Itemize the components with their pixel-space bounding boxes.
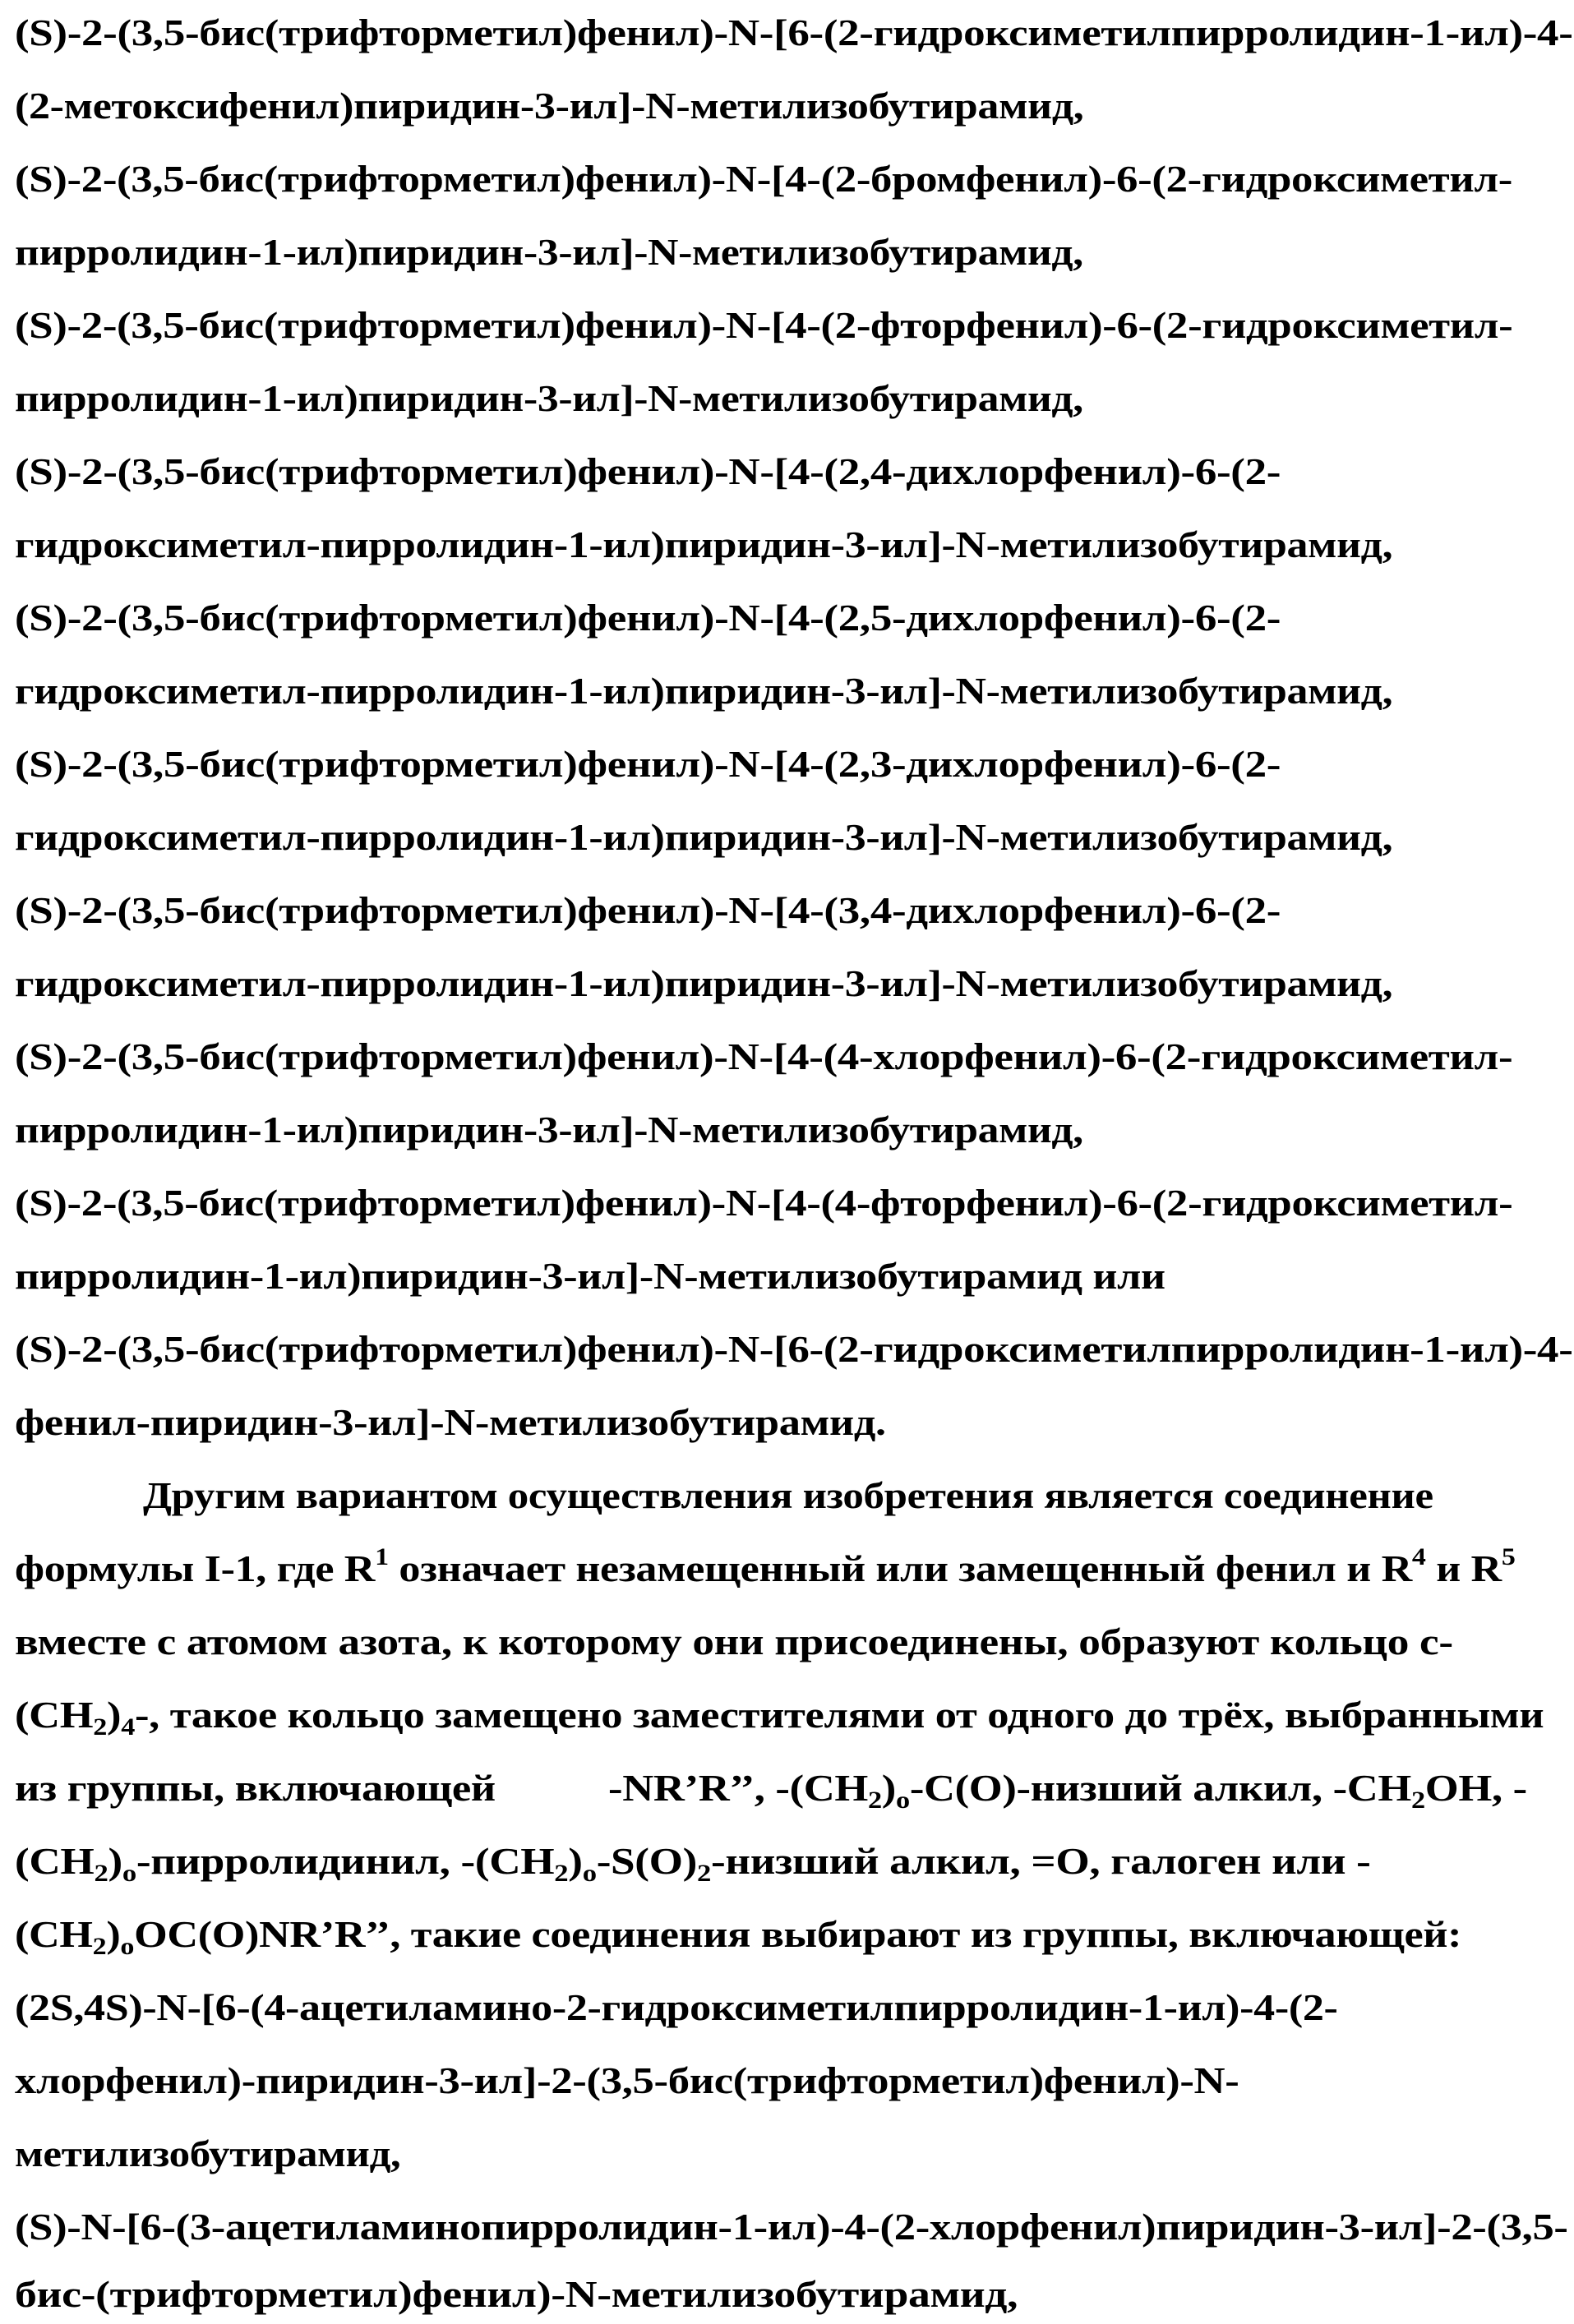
text-line: (S)-2-(3,5-бис(трифторметил)фенил)-N-[6-(2-гидроксиметилпирролидин-1-ил)-4- — [15, 12, 1573, 53]
text-line: (S)-2-(3,5-бис(трифторметил)фенил)-N-[4-(2,5-дихлорфенил)-6-(2- — [15, 597, 1281, 639]
text-line: гидроксиметил-пирролидин-1-ил)пиридин-3-ил]-N-метилизобутирамид, — [15, 670, 1393, 712]
paragraph-line — [15, 1544, 1515, 1593]
text-span: -пирролидинил, -(CH — [136, 1840, 555, 1882]
text-span: -NR’R’’, -(CH — [608, 1767, 868, 1809]
text-span: -S(O) — [596, 1840, 698, 1882]
subscript: 2 — [92, 1933, 107, 1960]
subscript: 2 — [554, 1860, 569, 1887]
text-span: ) — [881, 1767, 896, 1809]
text-line: (S)-N-[6-(3-ацетиламинопирролидин-1-ил)-4-(2-хлорфенил)пиридин-3-ил]-2-(3,5- — [15, 2206, 1568, 2248]
text-line: пирролидин-1-ил)пиридин-3-ил]-N-метилизобутирамид или — [15, 1255, 1165, 1297]
text-span: ) — [568, 1840, 583, 1882]
text-line: бис-(трифторметил)фенил)-N-метилизобутирамид, — [15, 2273, 1018, 2315]
text-line: фенил-пиридин-3-ил]-N-метилизобутирамид. — [15, 1401, 886, 1443]
text-line: (S)-2-(3,5-бис(трифторметил)фенил)-N-[4-(2,3-дихлорфенил)-6-(2- — [15, 743, 1281, 785]
text-span: из группы, включающей — [15, 1767, 496, 1809]
paragraph-line — [15, 1690, 1544, 1740]
paragraph-first-line: Другим вариантом осуществления изобретения является соединение — [143, 1474, 1433, 1516]
text-span: -низший алкил, =O, галоген или - — [711, 1840, 1371, 1882]
text-span: (CH — [15, 1694, 94, 1736]
subscript: 2 — [867, 1787, 882, 1814]
subscript: o — [582, 1860, 597, 1887]
text-line: метилизобутирамид, — [15, 2133, 401, 2174]
superscript: 5 — [1501, 1543, 1516, 1570]
subscript: 4 — [121, 1713, 135, 1741]
text-line: (2S,4S)-N-[6-(4-ацетиламино-2-гидроксиметилпирролидин-1-ил)-4-(2- — [15, 1986, 1338, 2028]
text-span: OC(O)NR’R’’, такие соединения выбирают из группы, включающей: — [134, 1913, 1462, 1955]
subscript: o — [895, 1787, 910, 1814]
text-span: ) — [108, 1840, 122, 1882]
text-span: ) — [106, 1913, 121, 1955]
text-span: означает незамещенный или замещенный фенил и R — [388, 1547, 1412, 1589]
text-line: (S)-2-(3,5-бис(трифторметил)фенил)-N-[4-(3,4-дихлорфенил)-6-(2- — [15, 889, 1281, 931]
text-span: формулы I-1, где R — [15, 1547, 376, 1589]
text-line: хлорфенил)-пиридин-3-ил]-2-(3,5-бис(трифторметил)фенил)-N- — [15, 2059, 1239, 2101]
text-line: пирролидин-1-ил)пиридин-3-ил]-N-метилизобутирамид, — [15, 377, 1083, 419]
text-line: (S)-2-(3,5-бис(трифторметил)фенил)-N-[4-(2,4-дихлорфенил)-6-(2- — [15, 450, 1281, 492]
paragraph-line — [15, 1910, 1461, 1959]
text-span: (CH — [15, 1840, 95, 1882]
subscript: o — [122, 1860, 136, 1887]
text-line: (2-метоксифенил)пиридин-3-ил]-N-метилизобутирамид, — [15, 85, 1084, 127]
text-span: (CH — [15, 1913, 93, 1955]
text-span: ) — [107, 1694, 122, 1736]
text-span: -, такое кольцо замещено заместителями от одного до трёх, выбранными — [134, 1694, 1544, 1736]
text-span: -C(O)-низший алкил, -CH — [909, 1767, 1411, 1809]
text-line: (S)-2-(3,5-бис(трифторметил)фенил)-N-[4-(4-хлорфенил)-6-(2-гидроксиметил- — [15, 1035, 1513, 1077]
subscript: 2 — [1410, 1787, 1425, 1814]
text-span: OH, - — [1424, 1767, 1527, 1809]
superscript: 1 — [375, 1543, 389, 1570]
paragraph-line: вместе с атомом азота, к которому они присоединены, образуют кольцо с- — [15, 1621, 1453, 1662]
text-line: (S)-2-(3,5-бис(трифторметил)фенил)-N-[4-(2-фторфенил)-6-(2-гидроксиметил- — [15, 304, 1513, 346]
text-line: пирролидин-1-ил)пиридин-3-ил]-N-метилизобутирамид, — [15, 231, 1083, 273]
text-line: гидроксиметил-пирролидин-1-ил)пиридин-3-ил]-N-метилизобутирамид, — [15, 962, 1393, 1004]
text-line: (S)-2-(3,5-бис(трифторметил)фенил)-N-[4-(2-бромфенил)-6-(2-гидроксиметил- — [15, 158, 1512, 200]
paragraph-line — [15, 1837, 1371, 1886]
superscript: 4 — [1411, 1543, 1426, 1570]
text-line: пирролидин-1-ил)пиридин-3-ил]-N-метилизобутирамид, — [15, 1109, 1083, 1150]
subscript: 2 — [697, 1860, 712, 1887]
text-line: (S)-2-(3,5-бис(трифторметил)фенил)-N-[6-(2-гидроксиметилпирролидин-1-ил)-4- — [15, 1328, 1573, 1370]
paragraph-line — [15, 1764, 1527, 1813]
subscript: 2 — [94, 1860, 108, 1887]
text-span: и R — [1425, 1547, 1502, 1589]
text-line: (S)-2-(3,5-бис(трифторметил)фенил)-N-[4-(4-фторфенил)-6-(2-гидроксиметил- — [15, 1182, 1513, 1224]
text-line: гидроксиметил-пирролидин-1-ил)пиридин-3-ил]-N-метилизобутирамид, — [15, 523, 1393, 565]
subscript: o — [120, 1933, 135, 1960]
text-line: гидроксиметил-пирролидин-1-ил)пиридин-3-ил]-N-метилизобутирамид, — [15, 816, 1393, 858]
subscript: 2 — [93, 1713, 108, 1741]
